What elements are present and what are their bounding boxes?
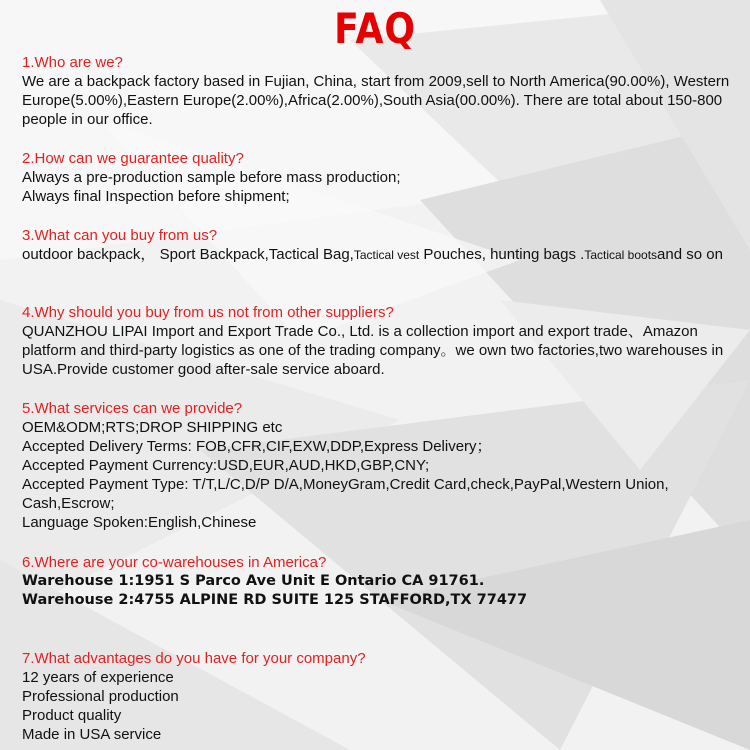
page-title: FAQ: [334, 4, 416, 53]
faq-question-7: 7.What advantages do you have for your company?: [22, 650, 366, 667]
faq-answer-2-line-2: Always final Inspection before shipment;: [22, 188, 290, 205]
faq-answer-5-line-1: OEM&ODM;RTS;DROP SHIPPING etc: [22, 419, 283, 436]
faq-question-6: 6.Where are your co-warehouses in America?: [22, 554, 327, 571]
faq-question-3: 3.What can you buy from us?: [22, 227, 218, 244]
faq-answer-5-line-2: Accepted Delivery Terms: FOB,CFR,CIF,EXW,DDP,Express Delivery；: [22, 438, 492, 455]
faq-answer-5-line-3: Accepted Payment Currency:USD,EUR,AUD,HKD,GBP,CNY;: [22, 457, 430, 474]
faq-section-1: [22, 53, 742, 129]
faq-answer-7-line-3: Product quality: [22, 707, 122, 724]
faq-answer-5-line-4: Accepted Payment Type: T/T,L/C,D/P D/A,MoneyGram,Credit Card,check,PayPal,Western Union,: [22, 476, 669, 493]
faq-answer-3: [22, 245, 738, 265]
faq-answer-7-line-4: Made in USA service: [22, 726, 162, 743]
warehouse-1-address: Warehouse 1:1951 S Parco Ave Unit E Ontario CA 91761.: [22, 573, 485, 589]
faq-answer-7-line-1: 12 years of experience: [22, 669, 174, 686]
faq-question-1: 1.Who are we?: [22, 54, 123, 71]
faq-question-5: 5.What services can we provide?: [22, 400, 243, 417]
faq-section-3: [22, 226, 742, 265]
faq-section-7: [22, 649, 742, 744]
faq-answer-3-part-4: Tactical boots: [584, 248, 658, 262]
faq-section-5: [22, 399, 742, 532]
faq-answer-5-line-5: Cash,Escrow;: [22, 495, 115, 512]
faq-answer-2-line-1: Always a pre-production sample before mass production;: [22, 169, 401, 186]
faq-answer-7-line-2: Professional production: [22, 688, 179, 705]
faq-section-2: [22, 149, 742, 206]
faq-question-4: 4.Why should you buy from us not from other suppliers?: [22, 304, 394, 321]
faq-section-6: [22, 553, 742, 610]
faq-answer-3-part-2: Tactical vest: [353, 248, 420, 262]
faq-answer-3-part-5: and so on: [657, 246, 723, 263]
faq-answer-4: QUANZHOU LIPAI Import and Export Trade Co., Ltd. is a collection import and export trade、Amazon platform and third-party logistics as one of the trading company。we own two factories,two warehouses in USA.Provide customer good after-sale service aboard.: [22, 323, 724, 378]
faq-section-4: [22, 303, 742, 379]
faq-answer-3-part-1: outdoor backpack， Sport Backpack,Tactical Bag,: [22, 246, 354, 263]
faq-answer-3-part-3: Pouches, hunting bags .: [419, 246, 585, 263]
warehouse-2-address: Warehouse 2:4755 ALPINE RD SUITE 125 STAFFORD,TX 77477: [22, 592, 528, 608]
faq-answer-1: We are a backpack factory based in Fujian, China, start from 2009,sell to North America(90.00%), Western Europe(5.00%),Eastern Europe(2.00%),Africa(2.00%),South Asia(00.00%). There are total about 150-800 people in our office.: [22, 73, 730, 128]
faq-question-2: 2.How can we guarantee quality?: [22, 150, 244, 167]
faq-answer-5-line-6: Language Spoken:English,Chinese: [22, 514, 257, 531]
